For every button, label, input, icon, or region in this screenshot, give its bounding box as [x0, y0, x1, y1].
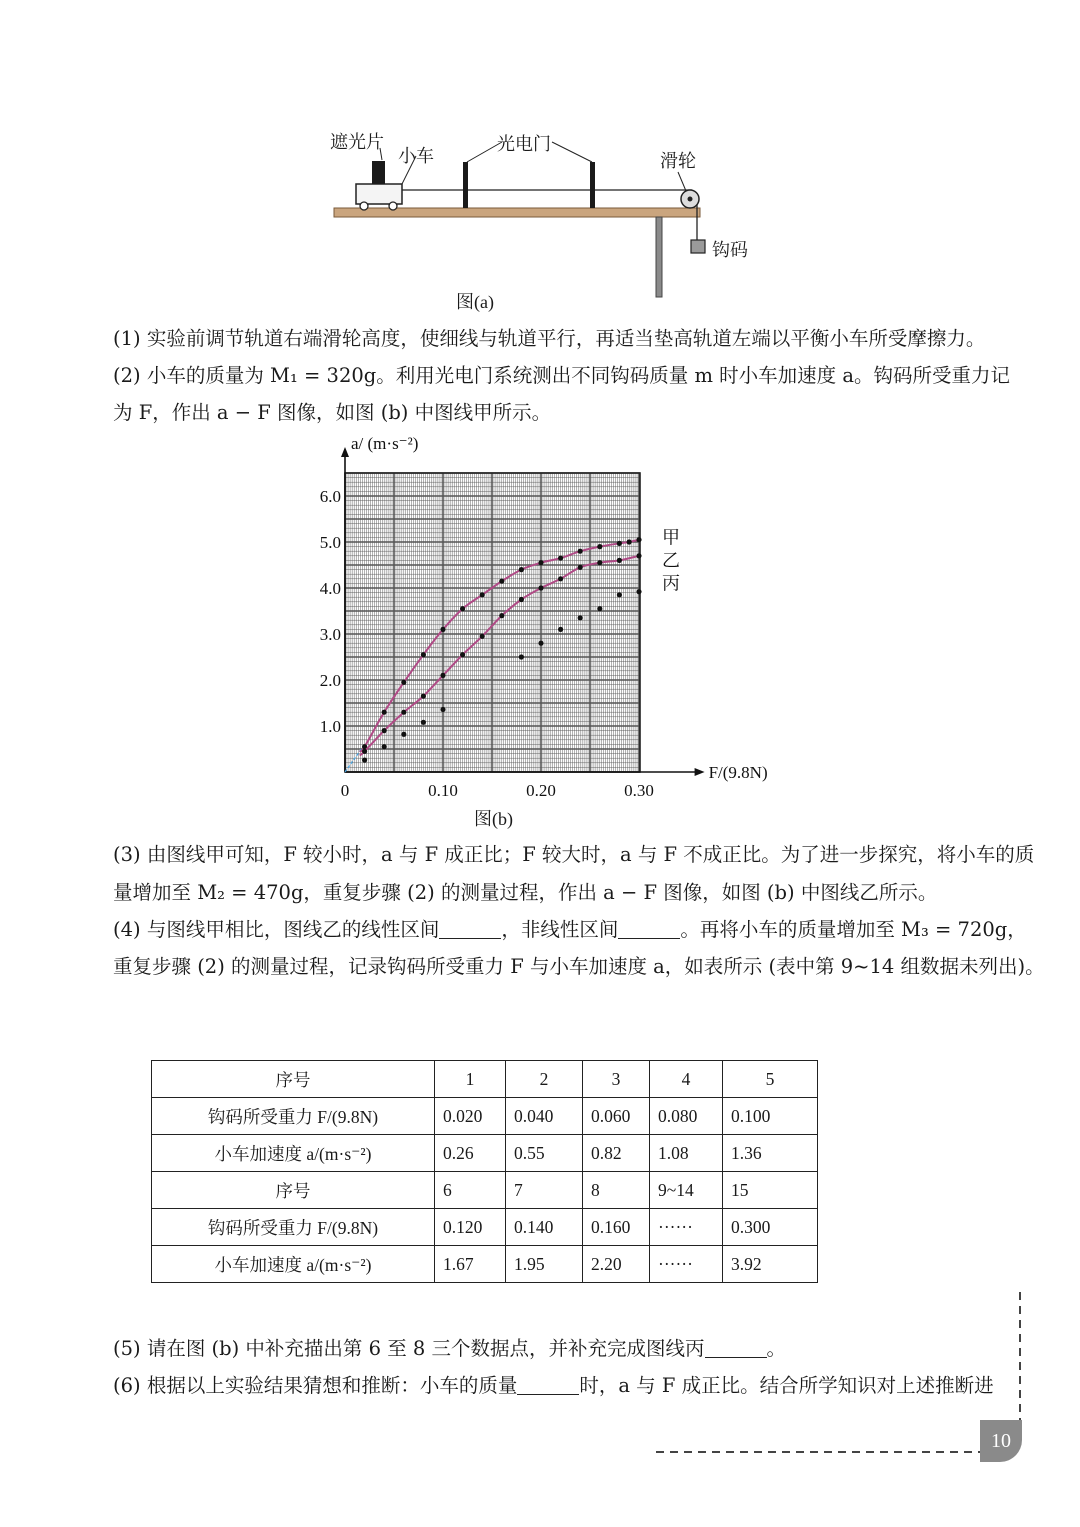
- data-point-1: [362, 749, 367, 754]
- answer-blank-mass-condition[interactable]: [517, 1372, 579, 1395]
- data-point-0: [597, 544, 602, 549]
- data-point-1: [636, 553, 641, 558]
- paragraph-1: (1) 实验前调节轨道右端滑轮高度，使细线与轨道平行，再适当垫高轨道左端以平衡小车所受摩擦力。: [113, 327, 986, 350]
- data-point-1: [421, 694, 426, 699]
- data-table: [151, 1060, 818, 1283]
- data-point-1: [382, 728, 387, 733]
- data-point-0: [460, 606, 465, 611]
- y-tick-label: 5.0: [320, 533, 341, 552]
- data-point-0: [617, 541, 622, 546]
- table-cell: 5: [723, 1061, 818, 1098]
- table-cell: 0.140: [506, 1209, 583, 1246]
- label-weight: 钩码: [712, 240, 748, 261]
- table-cell: 0.080: [650, 1098, 723, 1135]
- data-point-2: [636, 589, 641, 594]
- paragraph-4a: [113, 911, 1027, 949]
- table-row: [152, 1098, 818, 1135]
- paragraph-4a-part1: (4) 与图线甲相比，图线乙的线性区间: [113, 918, 440, 941]
- track: [334, 208, 700, 217]
- table-cell: 0.26: [435, 1135, 506, 1172]
- table-cell: 0.82: [583, 1135, 650, 1172]
- data-point-2: [519, 654, 524, 659]
- table-row: [152, 1246, 818, 1283]
- table-row-header: 钩码所受重力 F/(9.8N): [152, 1098, 435, 1135]
- table-row-header: 钩码所受重力 F/(9.8N): [152, 1209, 435, 1246]
- data-point-0: [401, 680, 406, 685]
- table-cell: 2: [506, 1061, 583, 1098]
- table-row: [152, 1172, 818, 1209]
- x-axis-arrow: [695, 768, 705, 776]
- data-point-2: [578, 615, 583, 620]
- data-point-2: [362, 757, 367, 762]
- data-point-0: [499, 579, 504, 584]
- data-point-1: [480, 634, 485, 639]
- paragraph-2a: (2) 小车的质量为 M₁ = 320g。利用光电门系统测出不同钩码质量 m 时小车加速度 a。钩码所受重力记: [113, 364, 1010, 387]
- table-row: [152, 1135, 818, 1172]
- table-cell: 1: [435, 1061, 506, 1098]
- y-tick-label: 4.0: [320, 579, 341, 598]
- series-label: 丙: [662, 573, 680, 594]
- data-point-2: [440, 707, 445, 712]
- cart: [356, 184, 402, 204]
- data-point-1: [578, 565, 583, 570]
- answer-blank-nonlinear-range[interactable]: [618, 916, 680, 939]
- data-point-2: [597, 606, 602, 611]
- hanging-weight: [691, 240, 705, 253]
- table-cell: 0.160: [583, 1209, 650, 1246]
- data-point-1: [597, 560, 602, 565]
- table-cell: 0.55: [506, 1135, 583, 1172]
- data-point-1: [499, 613, 504, 618]
- data-point-0: [382, 710, 387, 715]
- table-cell: 1.36: [723, 1135, 818, 1172]
- data-point-1: [460, 652, 465, 657]
- y-tick-label: 6.0: [320, 487, 341, 506]
- data-point-1: [519, 597, 524, 602]
- chart-a-vs-f: [320, 432, 790, 832]
- paragraph-4a-part2: ，非线性区间: [501, 918, 619, 941]
- table-cell: 0.300: [723, 1209, 818, 1246]
- data-point-0: [440, 627, 445, 632]
- data-point-0: [627, 539, 632, 544]
- x-tick-label: 0.30: [624, 781, 654, 800]
- table-row-header: 序号: [152, 1172, 435, 1209]
- data-point-0: [578, 549, 583, 554]
- label-photogate: 光电门: [497, 134, 551, 155]
- table-cell: 7: [506, 1172, 583, 1209]
- data-point-1: [558, 576, 563, 581]
- chart-grid: [345, 473, 640, 772]
- table-cell: 1.08: [650, 1135, 723, 1172]
- photogate-right: [590, 162, 595, 208]
- table-cell: 2.20: [583, 1246, 650, 1283]
- data-point-1: [440, 673, 445, 678]
- data-point-0: [421, 652, 426, 657]
- y-tick-label: 1.0: [320, 717, 341, 736]
- table-cell: 8: [583, 1172, 650, 1209]
- table-cell: ······: [650, 1246, 723, 1283]
- x-axis-label: F/(9.8N): [708, 763, 768, 782]
- data-point-1: [401, 710, 406, 715]
- table-cell: 4: [650, 1061, 723, 1098]
- data-point-2: [617, 592, 622, 597]
- label-pulley: 滑轮: [660, 151, 696, 172]
- data-point-0: [558, 556, 563, 561]
- y-tick-label: 2.0: [320, 671, 341, 690]
- shading-plate: [372, 161, 385, 184]
- dashed-page-border: [650, 1290, 1030, 1460]
- data-point-2: [421, 720, 426, 725]
- data-point-0: [480, 592, 485, 597]
- paragraph-4b: 重复步骤 (2) 的测量过程，记录钩码所受重力 F 与小车加速度 a，如表所示 (表中第 9~14 组数据未列出)。: [113, 955, 1045, 978]
- table-cell: 0.120: [435, 1209, 506, 1246]
- label-cart: 小车: [398, 146, 434, 167]
- table-cell: 3: [583, 1061, 650, 1098]
- photogate-left: [463, 162, 468, 208]
- table-cell: 0.100: [723, 1098, 818, 1135]
- table-row-header: 小车加速度 a/(m·s⁻²): [152, 1135, 435, 1172]
- series-label: 甲: [662, 527, 680, 548]
- table-row: [152, 1209, 818, 1246]
- data-point-2: [382, 744, 387, 749]
- paragraph-5-part2: 。: [766, 1337, 787, 1360]
- table-cell: 0.020: [435, 1098, 506, 1135]
- paragraph-2b: 为 F，作出 a − F 图像，如图 (b) 中图线甲所示。: [113, 401, 552, 424]
- data-point-1: [538, 585, 543, 590]
- answer-blank-linear-range[interactable]: [439, 916, 501, 939]
- page-number: 10: [980, 1420, 1022, 1462]
- figure-a-caption: 图(a): [456, 292, 494, 312]
- x-tick-label: 0.20: [526, 781, 556, 800]
- table-row-header: 序号: [152, 1061, 435, 1098]
- series-curve-0: [360, 540, 639, 752]
- y-tick-label: 3.0: [320, 625, 341, 644]
- table-cell: 6: [435, 1172, 506, 1209]
- paragraph-5-part1: (5) 请在图 (b) 中补充描出第 6 至 8 三个数据点，并补充完成图线丙: [113, 1337, 705, 1360]
- y-axis-arrow: [341, 447, 349, 457]
- table-row-header: 小车加速度 a/(m·s⁻²): [152, 1246, 435, 1283]
- paragraph-3a: (3) 由图线甲可知，F 较小时，a 与 F 成正比；F 较大时，a 与 F 不成正比。为了进一步探究，将小车的质: [113, 843, 1035, 866]
- table-cell: 15: [723, 1172, 818, 1209]
- table-row: [152, 1061, 818, 1098]
- paragraph-3b: 量增加至 M₂ = 470g，重复步骤 (2) 的测量过程，作出 a − F 图像，如图 (b) 中图线乙所示。: [113, 881, 938, 904]
- table-cell: 9~14: [650, 1172, 723, 1209]
- table-cell: 1.67: [435, 1246, 506, 1283]
- data-point-2: [538, 641, 543, 646]
- table-cell: 0.040: [506, 1098, 583, 1135]
- data-point-0: [636, 537, 641, 542]
- x-tick-label: 0.10: [428, 781, 458, 800]
- table-cell: 3.92: [723, 1246, 818, 1283]
- data-point-0: [519, 567, 524, 572]
- table-cell: 0.060: [583, 1098, 650, 1135]
- data-point-0: [538, 560, 543, 565]
- data-point-2: [401, 732, 406, 737]
- data-point-1: [617, 558, 622, 563]
- table-cell: ······: [650, 1209, 723, 1246]
- series-label: 乙: [662, 550, 680, 571]
- label-shading-plate: 遮光片: [330, 132, 384, 153]
- table-cell: 1.95: [506, 1246, 583, 1283]
- data-point-2: [558, 627, 563, 632]
- paragraph-6-part2: 时，a 与 F 成正比。结合所学知识对上述推断进: [579, 1374, 994, 1397]
- y-axis-label: a/ (m·s⁻²): [351, 434, 419, 453]
- support-pole: [656, 217, 662, 297]
- chart-caption: 图(b): [474, 809, 513, 829]
- paragraph-6-part1: (6) 根据以上实验结果猜想和推断：小车的质量: [113, 1374, 518, 1397]
- paragraph-4a-part3: 。再将小车的质量增加至 M₃ = 720g，: [680, 918, 1027, 941]
- origin-label: 0: [340, 781, 350, 800]
